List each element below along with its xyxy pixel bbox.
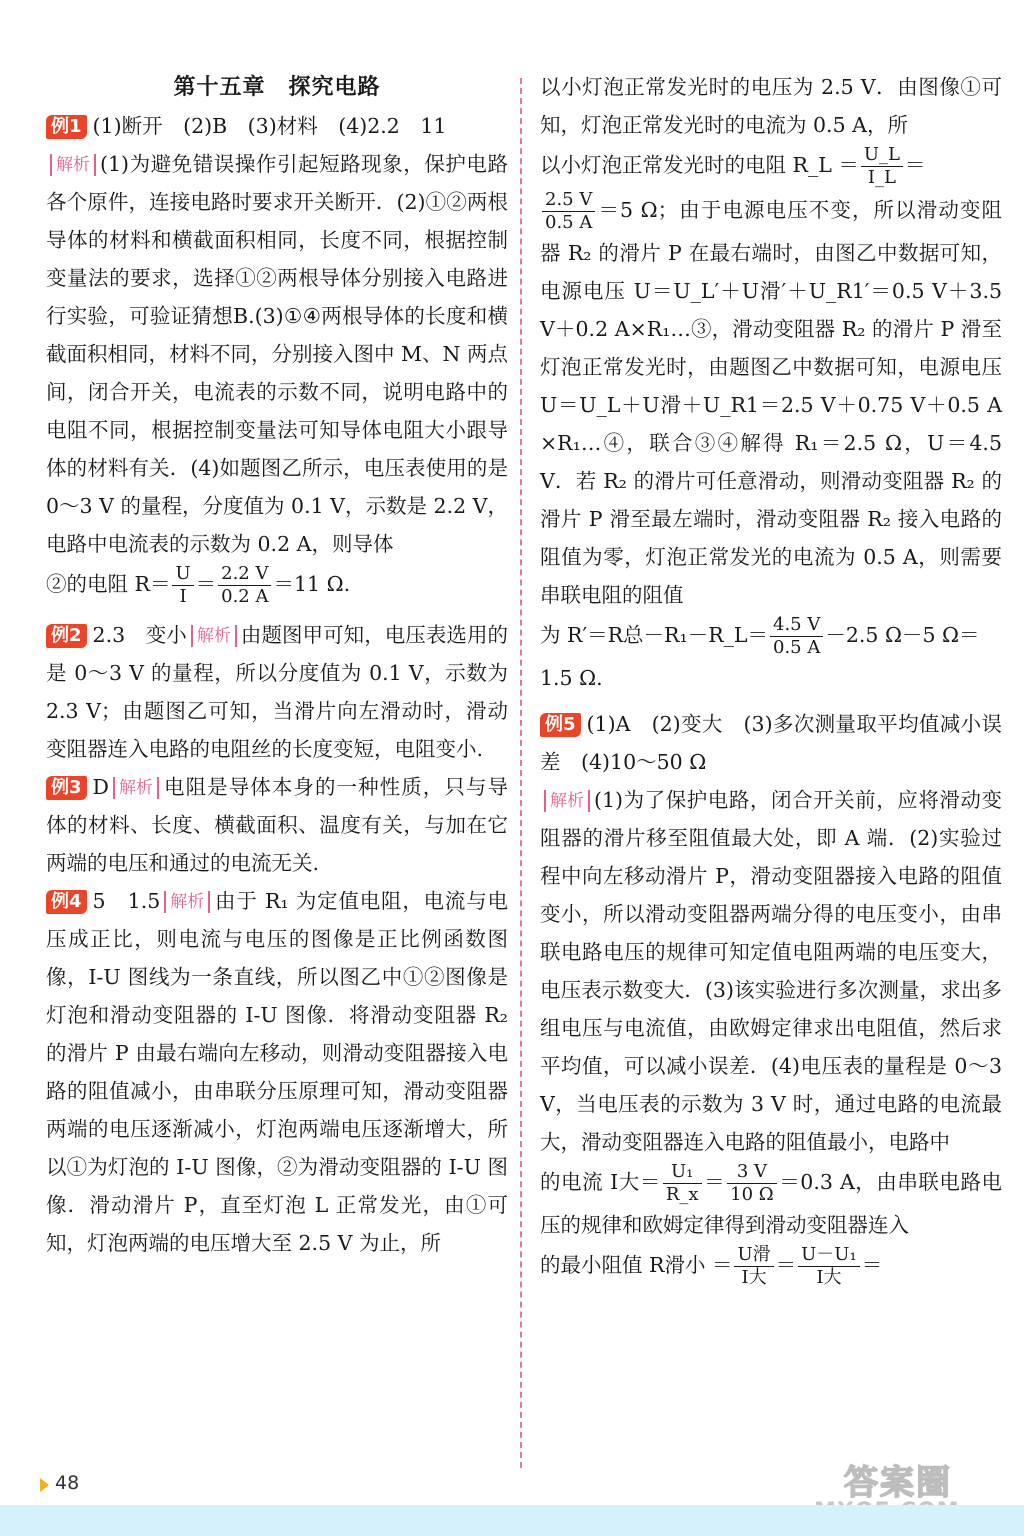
example-5-rmin-equation bbox=[540, 1244, 1002, 1289]
fraction bbox=[727, 1161, 777, 1206]
example-4-answer: 5 1.5 bbox=[92, 889, 161, 913]
example-3-text: 电阻是导体本身的一种性质，只与导体的材料、长度、横截面积、温度有关，与加在它两端的电压和通过的电流无关. bbox=[46, 775, 508, 875]
analysis-label: 解析 bbox=[191, 625, 237, 647]
equation-prefix: 以小灯泡正常发光时的电阻 R_L ＝ bbox=[540, 153, 859, 177]
example-4-r-equation bbox=[540, 614, 1002, 659]
fraction-denominator: I大 bbox=[741, 1267, 767, 1288]
fraction bbox=[770, 614, 823, 659]
example-1 bbox=[46, 107, 508, 145]
example-2-answer: 2.3 变小 bbox=[92, 623, 187, 647]
equals-sign: ＝ bbox=[703, 1170, 726, 1194]
example-4-continued: 以小灯泡正常发光时的电压为 2.5 V．由图像①可知，灯泡正常发光时的电流为 0.5 A，所 bbox=[540, 75, 1002, 137]
fraction-numerator: U_L bbox=[861, 144, 903, 167]
example-2-text: 由题图甲可知，电压表选用的是 0～3 V 的量程，所以分度值为 0.1 V，示数为 2.3 V；由题图乙可知，当滑片向左滑动时，滑动变阻器连入电路的电阻丝的长度变短，电阻变小. bbox=[46, 623, 509, 761]
equals-sign: ＝ bbox=[904, 153, 926, 177]
fraction-denominator: I bbox=[179, 586, 187, 607]
example-5-answer: (1)A (2)变大 (3)多次测量取平均值减小误差 (4)10～50 Ω bbox=[540, 712, 1002, 774]
fraction bbox=[663, 1161, 702, 1206]
analysis-label: 解析 bbox=[164, 891, 210, 913]
fraction-numerator: 3 V bbox=[727, 1161, 777, 1184]
example-3-badge: 例3 bbox=[46, 776, 87, 800]
right-column bbox=[540, 68, 1002, 1289]
example-2-badge: 例2 bbox=[46, 624, 87, 648]
equation-suffix: －2.5 Ω－5 Ω＝ bbox=[825, 623, 980, 647]
watermark-text: 答案圈 bbox=[844, 1463, 952, 1503]
example-4-result: 1.5 Ω. bbox=[540, 666, 603, 690]
equals-sign: ＝ bbox=[195, 572, 217, 596]
example-5-badge: 例5 bbox=[540, 713, 581, 737]
example-1-badge: 例1 bbox=[46, 115, 87, 139]
analysis-label: 解析 bbox=[113, 777, 159, 799]
fraction bbox=[218, 563, 271, 608]
example-4-continued-2 bbox=[540, 189, 1002, 614]
example-1-equation bbox=[46, 563, 508, 608]
column-divider bbox=[520, 78, 522, 1468]
fraction-numerator: U bbox=[172, 563, 193, 586]
left-column bbox=[46, 70, 508, 1262]
equation-prefix: 的最小阻值 R滑小 ＝ bbox=[540, 1253, 733, 1277]
equals-sign: ＝ bbox=[775, 1253, 797, 1277]
example-5-text: (1)为了保护电路，闭合开关前，应将滑动变阻器的滑片移至阻值最大处，即 A 端．(2)实验过程中向左移动滑片 P，滑动变阻器接入电路的阻值变小，所以滑动变阻器两端分得的电压变小，由串联电路电压的规律可知定值电阻两端的电压变大，电压表示数变大．(3)该实验进行多次测量，求出多组电压与电流值，由欧姆定律求出电阻值，然后求平均值，可以减小误差．(4)电压表的量程是 0～3 V，当电压表的示数为 3 V 时，通过电路的电流最大，滑动变阻器连入电路的阻值最小，电路中 bbox=[540, 788, 1002, 1154]
example-4-rl-equation bbox=[540, 144, 1002, 189]
fraction-denominator: I_L bbox=[867, 167, 896, 188]
example-4 bbox=[46, 882, 508, 1262]
example-1-answer: (1)断开 (2)B (3)材料 (4)2.2 11 bbox=[92, 114, 447, 138]
fraction-denominator: 10 Ω bbox=[730, 1184, 774, 1205]
fraction bbox=[542, 189, 595, 234]
page-number: 48 bbox=[55, 1472, 80, 1494]
example-4-badge: 例4 bbox=[46, 890, 87, 914]
equation-prefix: 的电流 I大＝ bbox=[540, 1170, 661, 1194]
example-1-analysis bbox=[46, 145, 508, 563]
example-5 bbox=[540, 705, 1002, 781]
equation-suffix: ＝ bbox=[861, 1253, 883, 1277]
example-3 bbox=[46, 768, 508, 882]
page-marker-icon bbox=[40, 1478, 49, 1492]
fraction-denominator: 0.2 A bbox=[221, 586, 269, 607]
equation-suffix: ＝0.3 A，由串联电路电压的规律和欧姆定律得到滑动变阻器连入 bbox=[540, 1170, 1002, 1237]
fraction bbox=[861, 144, 903, 189]
analysis-label: 解析 bbox=[50, 154, 96, 176]
equation-suffix: ＝11 Ω. bbox=[273, 572, 351, 596]
fraction-numerator: 2.5 V bbox=[542, 189, 595, 212]
fraction-numerator: 4.5 V bbox=[770, 614, 823, 637]
example-4-text-2: ＝5 Ω；由于电源电压不变，所以滑动变阻器 R₂ 的滑片 P 在最右端时，由图乙中数据可知，电源电压 U＝U_L′＋U滑′＋U_R1′＝0.5 V＋3.5 V＋0.2 A×R₁…③，滑动变阻器 R₂ 的滑片 P 滑至灯泡正常发光时，由题图乙中数据可知，电源电压 U＝U_L＋U滑＋U_R1＝2.5 V＋0.75 V＋0.5 A×R₁…④，联合③④解得 R₁＝2.5 Ω，U＝4.5 V．若 R₂ 的滑片可任意滑动，则滑动变阻器 R₂ 的滑片 P 滑至最左端时，滑动变阻器 R₂ 接入电路的阻值为零，灯泡正常发光的电流为 0.5 A，则需要串联电阻的阻值 bbox=[540, 198, 1002, 607]
example-4-text: 由于 R₁ 为定值电阻，电流与电压成正比，则电流与电压的图像是正比例函数图像，I-U 图线为一条直线，所以图乙中①②图像是灯泡和滑动变阻器的 I-U 图像．将滑动变阻器 R₂ 的滑片 P 由最右端向左移动，则滑动变阻器接入电路的阻值减小，由串联分压原理可知，滑动变阻器两端的电压逐渐减小，灯泡两端电压逐渐增大，所以①为灯泡的 I-U 图像，②为滑动变阻器的 I-U 图像．滑动滑片 P，直至灯泡 L 正常发光，由①可知，灯泡两端的电压增大至 2.5 V 为止，所 bbox=[46, 889, 508, 1255]
footer-band bbox=[0, 1505, 1024, 1536]
fraction-numerator: U－U₁ bbox=[798, 1244, 860, 1267]
fraction-numerator: 2.2 V bbox=[218, 563, 271, 586]
equation-prefix: ②的电阻 R＝ bbox=[46, 572, 171, 596]
fraction bbox=[734, 1244, 773, 1289]
fraction bbox=[798, 1244, 860, 1289]
fraction-denominator: 0.5 A bbox=[545, 212, 593, 233]
fraction-denominator: 0.5 A bbox=[773, 637, 821, 658]
fraction-numerator: U₁ bbox=[663, 1161, 702, 1184]
analysis-label: 解析 bbox=[544, 790, 590, 812]
fraction-numerator: U滑 bbox=[734, 1244, 773, 1267]
chapter-title: 第十五章 探究电路 bbox=[173, 75, 381, 100]
equation-prefix: 为 R′＝R总－R₁－R_L＝ bbox=[540, 623, 768, 647]
fraction-denominator: I大 bbox=[816, 1267, 842, 1288]
example-3-answer: D bbox=[92, 775, 109, 799]
fraction-denominator: R_x bbox=[665, 1184, 699, 1205]
example-1-text: (1)为避免错误操作引起短路现象，保护电路各个原件，连接电路时要求开关断开．(2)①②两根导体的材料和横截面积相同，长度不同，根据控制变量法的要求，选择①②两根导体分别接入电路进行实验，可验证猜想B.(3)①④两根导体的长度和横截面积相同，材料不同，分别接入图中 M、N 两点间，闭合开关，电流表的示数不同，说明电路中的电阻不同，根据控制变量法可知导体电阻大小跟导体的材料有关．(4)如题图乙所示，电压表使用的是 0～3 V 的量程，分度值为 0.1 V，示数是 2.2 V，电路中电流表的示数为 0.2 A，则导体 bbox=[46, 152, 508, 556]
example-5-analysis bbox=[540, 781, 1002, 1161]
example-2 bbox=[46, 616, 508, 768]
fraction bbox=[172, 563, 193, 608]
example-5-i-equation bbox=[540, 1161, 1002, 1244]
